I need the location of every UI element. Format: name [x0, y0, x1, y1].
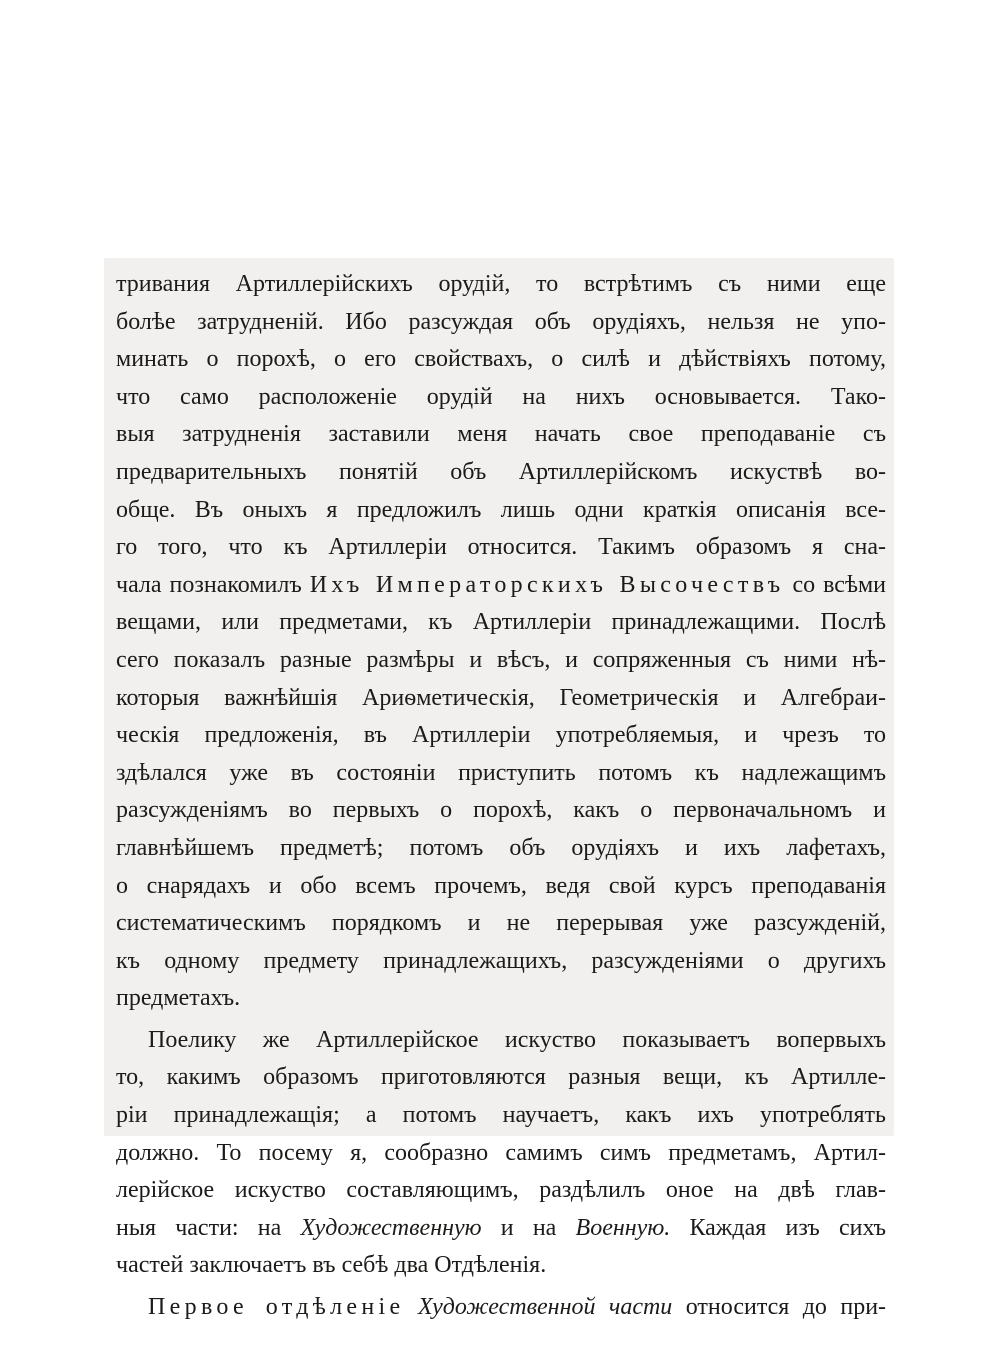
text-line: обще. Въ оныхъ я предложилъ лишь одни краткiя описанiя все-: [116, 496, 886, 523]
italic-term-artistic-part: Художественной части: [417, 1294, 673, 1321]
text-line: болѣе затрудненiй. Ибо разсуждая объ орудiяхъ, нельзя не упо-: [116, 308, 886, 335]
text-line: предварительныхъ понятiй объ Артиллерiйскомъ искуствѣ во-: [116, 458, 886, 485]
text-segment: Каждая изъ сихъ: [689, 1214, 886, 1241]
body-text: [116, 266, 886, 1327]
text-line: предметахъ.: [116, 985, 241, 1012]
text-line: сего показалъ разные размѣры и вѣсъ, и сопряженныя съ ними нѣ-: [116, 646, 886, 673]
text-line: къ одному предмету принадлежащихъ, разсужденiями о другихъ: [116, 947, 886, 974]
text-line: минать о порохѣ, о его свойствахъ, о силѣ и дѣйствiяхъ потому,: [116, 346, 886, 373]
text-line: рiи принадлежащiя; а потомъ научаетъ, какъ ихъ употреблять: [116, 1102, 886, 1129]
text-line: должно. То посему я, сообразно самимъ симъ предметамъ, Артил-: [116, 1139, 886, 1166]
text-line: ческiя предложенiя, въ Артиллерiи употребляемыя, и чрезъ то: [116, 722, 886, 749]
text-line: тривания Артиллерiйскихъ орудiй, то встрѣтимъ съ ними еще: [116, 271, 886, 297]
imperial-highness-text: Ихъ Императорскихъ Высочествъ: [309, 571, 785, 598]
text-line: здѣлался уже въ состоянiи приступить потомъ къ надлежащимъ: [116, 759, 886, 786]
text-segment: относится до при-: [685, 1294, 886, 1321]
text-line: [116, 1289, 886, 1327]
text-line: [116, 1210, 886, 1248]
text-line: то, какимъ образомъ приготовляются разныя вещи, къ Артилле-: [116, 1064, 886, 1091]
text-line: го того, что къ Артиллерiи относится. Такимъ образомъ я сна-: [116, 534, 886, 561]
text-line: лерiйское искуство составляющимъ, раздѣлилъ оное на двѣ глав-: [116, 1177, 886, 1204]
text-line: главнѣйшемъ предметѣ; потомъ объ орудiяхъ и ихъ лафетахъ,: [116, 834, 886, 861]
text-segment: и на: [500, 1214, 557, 1241]
text-segment: ныя части: на: [116, 1214, 282, 1241]
text-line: выя затрудненiя заставили меня начать свое преподаванiе съ: [116, 421, 886, 448]
text-line: что само расположенiе орудiй на нихъ основывается. Тако-: [116, 383, 886, 410]
text-line: Поелику же Артиллерiйское искуство показываетъ вопервыхъ: [148, 1026, 886, 1053]
text-line: о снарядахъ и обо всемъ прочемъ, ведя свой курсъ преподаванiя: [116, 872, 886, 899]
text-line: [116, 567, 886, 605]
text-segment: чала познакомилъ: [116, 571, 302, 598]
text-segment: со всѣми: [792, 571, 886, 598]
italic-term-artistic: Художественную: [300, 1214, 482, 1241]
text-line: вещами, или предметами, къ Артиллерiи принадлежащими. Послѣ: [116, 609, 886, 636]
text-line: которыя важнѣйшiя Ариѳметическiя, Геометрическiя и Алгебраи-: [116, 684, 886, 711]
italic-term-military: Военную.: [575, 1214, 671, 1241]
text-segment: Первое отдѣленiе: [148, 1294, 405, 1321]
text-line: разсужденiямъ во первыхъ о порохѣ, какъ о первоначальномъ и: [116, 797, 886, 824]
text-line: систематическимъ порядкомъ и не перерывая уже разсужденiй,: [116, 910, 886, 937]
text-line: частей заключаетъ въ себѣ два Отдѣленiя.: [116, 1252, 547, 1279]
